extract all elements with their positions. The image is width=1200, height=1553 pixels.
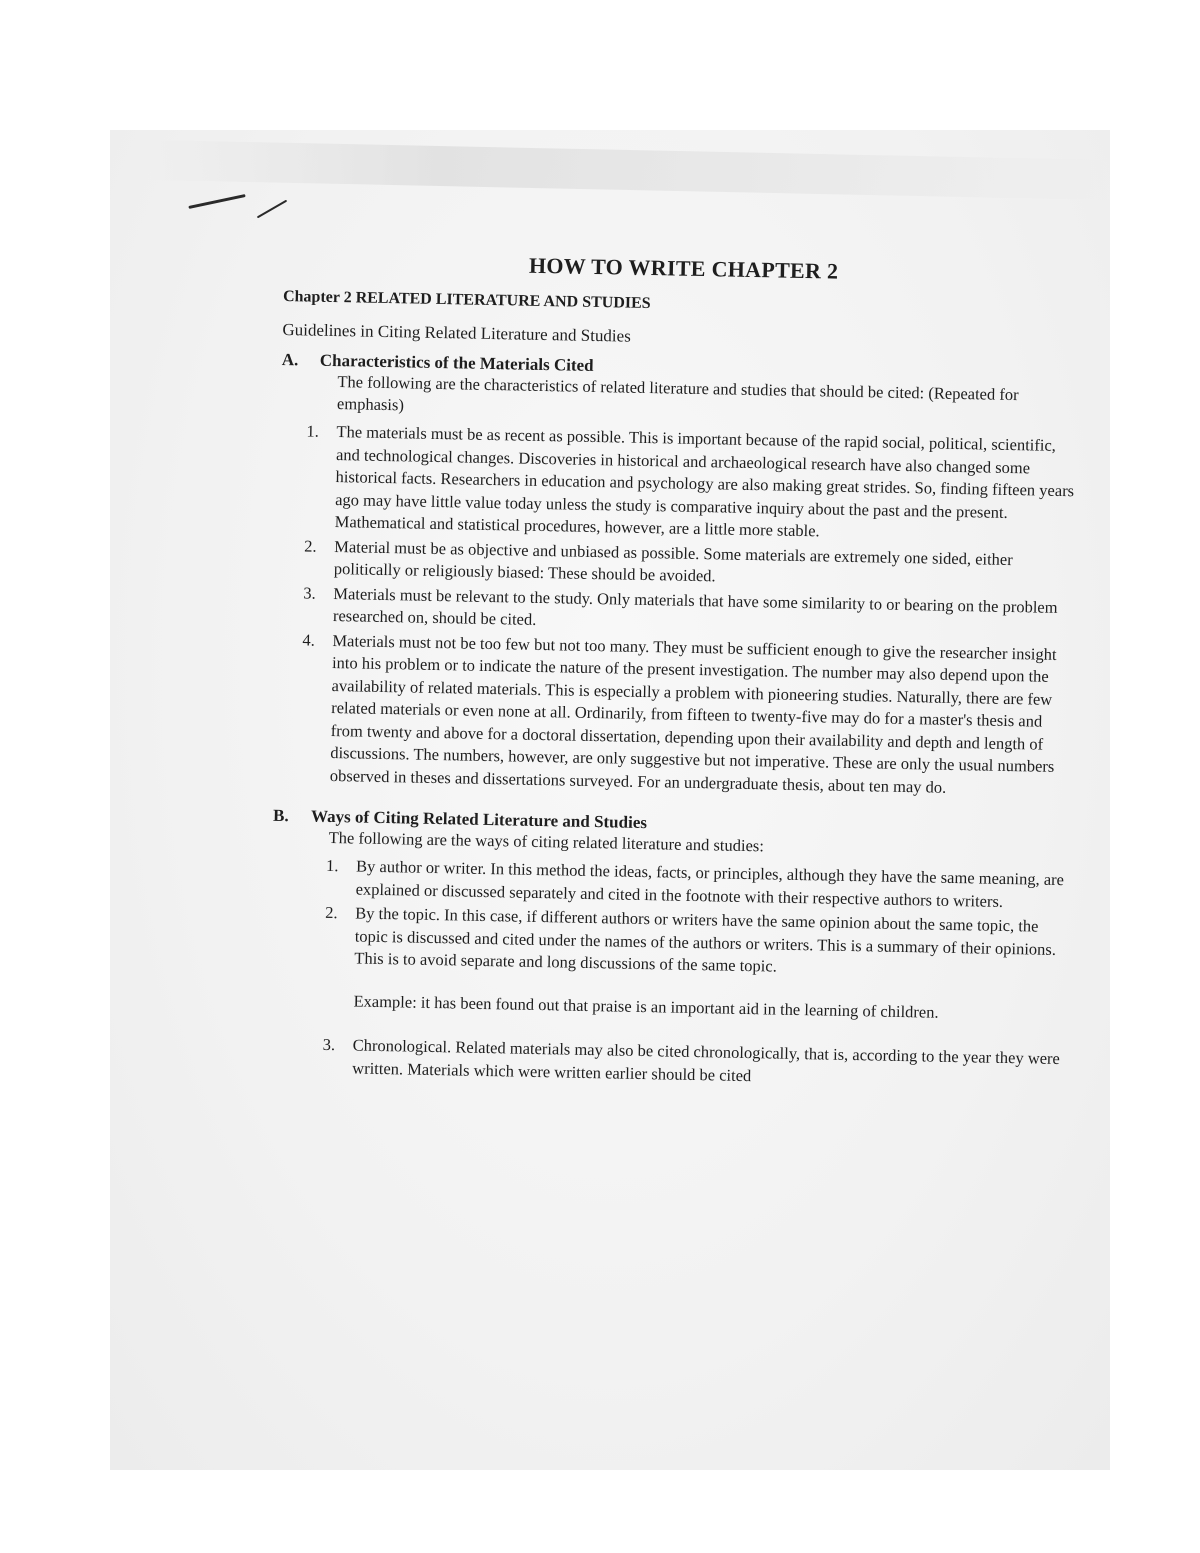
section-title: Characteristics of the Materials Cited (319, 350, 594, 375)
item-text: Materials must be relevant to the study. Only materials that have some similarity to or bearing on the problem researched on, should be cited. (332, 583, 1058, 629)
item-number: 4. (302, 629, 316, 650)
document-content (268, 248, 1084, 1095)
list-item (305, 420, 1081, 547)
guidelines-heading: Guidelines in Citing Related Literature and Studies (282, 319, 631, 346)
section-a (274, 350, 1082, 801)
citing-ways-list (325, 855, 1072, 984)
item-text: Chronological. Related materials may also be cited chronologically, that is, according to the year they were written. Materials which were written earlier should be cited (352, 1035, 1061, 1085)
list-item (300, 629, 1077, 801)
item-number: 1. (325, 855, 339, 876)
item-number: 1. (306, 421, 320, 441)
list-item (324, 902, 1071, 984)
section-title: Ways of Citing Related Literature and Studies (310, 806, 648, 833)
item-text: The materials must be as recent as possible. This is important because of the rapid social, political, scientific, and technological changes. Discoveries in historical and archaeological research have also changed some historical facts. Researchers in education and psychology are also making great strides. So, finding fifteen years ago may have little value today unless the study is comparative inquiry about the past and the present. Mathematical and statistical procedures, however, are a little more stable. (334, 422, 1075, 541)
section-b (268, 806, 1073, 1093)
item-number: 3. (303, 582, 316, 603)
section-letter: B. (272, 805, 289, 826)
section-intro: The following are the ways of citing related literature and studies: (328, 827, 765, 856)
item-text: By author or writer. In this method the ideas, facts, or principles, although they have the same meaning, are explained or discussed separately and cited in the footnote with their respective authors to writers. (355, 856, 1065, 911)
example-text: Example: it has been found out that praise is an important aid in the learning of children. (353, 990, 939, 1022)
section-letter: A. (281, 349, 299, 370)
item-text: Material must be as objective and unbiased as possible. Some materials are extremely one sided, either politically or religiously biased: These should be avoided. (333, 536, 1013, 586)
item-number: 3. (322, 1034, 336, 1055)
page-title: HOW TO WRITE CHAPTER 2 (528, 252, 839, 284)
item-text: By the topic. In this case, if different authors or writers have the same opinion about the same topic, the topic is discussed and cited under the names of the authors or writers. This is a summary of their opinions. This is to avoid separate and long discussions of the same topic. (354, 903, 1057, 976)
chapter-heading: Chapter 2 RELATED LITERATURE AND STUDIES (282, 287, 651, 313)
characteristics-list (302, 421, 1081, 801)
item-text: Materials must not be too few but not too many. They must be sufficient enough to give the researcher insight into his problem or to indicate the nature of the present investigation. The number may also depend upon the availability of related materials. This is especially a problem with pioneering studies. Naturally, there are few related materials or even none at all. Ordinarily, from fifteen to twenty-five may do for a master's thesis and from twenty and above for a doctoral dissertation, depending upon their availability and depth and length of discussions. The numbers, however, are only suggestive but not imperative. These are only the usual numbers observed in theses and dissertations surveyed. For an undergraduate thesis, about ten may do. (329, 630, 1057, 797)
section-intro: The following are the characteristics of related literature and studies that should be cited: (Repeated for emphasis) (336, 372, 1019, 415)
item-number: 2. (304, 535, 317, 556)
item-number: 2. (325, 902, 338, 923)
